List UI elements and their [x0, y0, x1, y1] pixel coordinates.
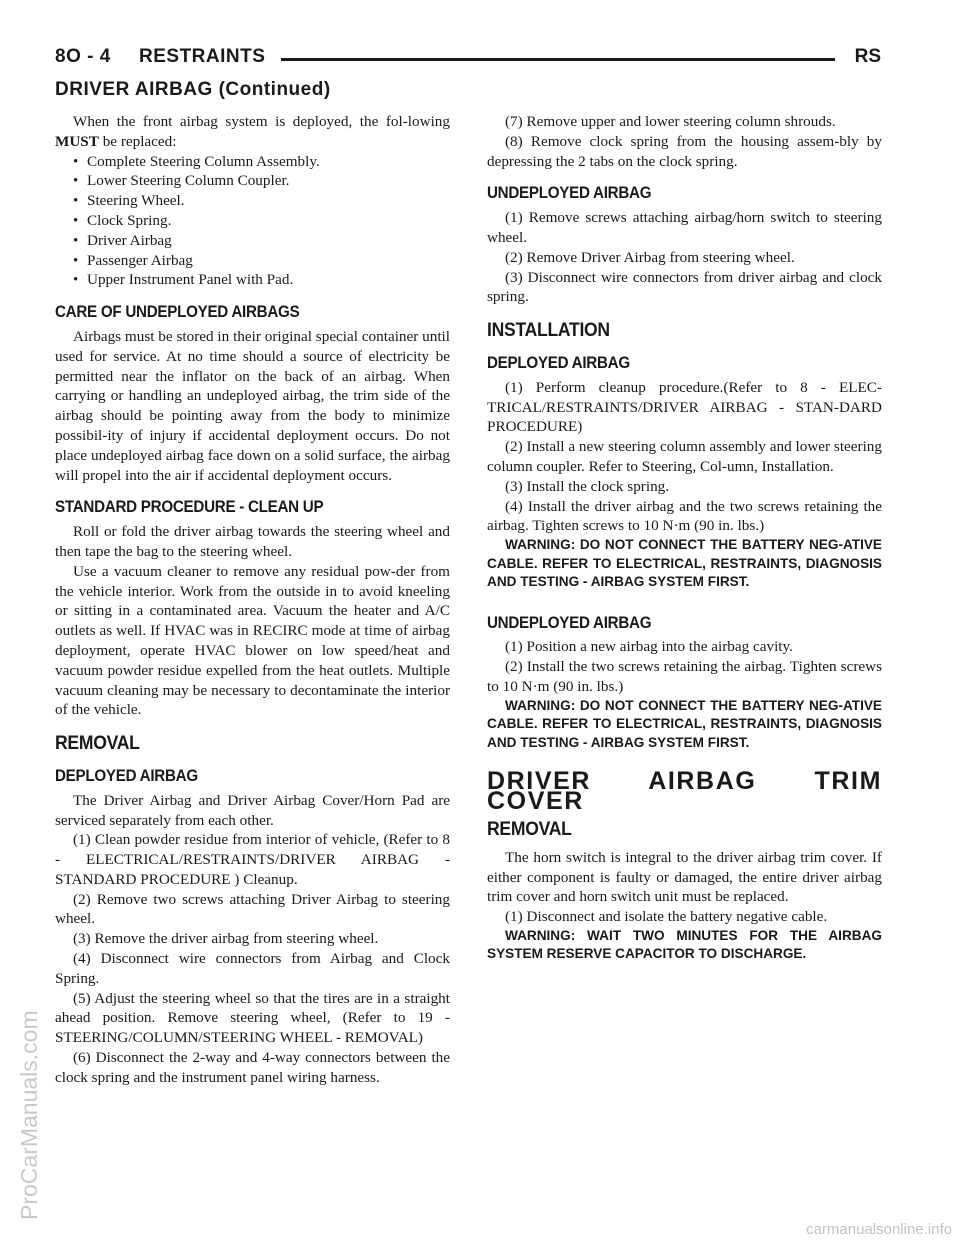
- trim-cover-title: DRIVER AIRBAG TRIM COVER: [487, 767, 882, 816]
- clean-up-paragraph: Use a vacuum cleaner to remove any residual pow-der from the vehicle interior. Work from the outside in to avoid kneeling or sitting in a contaminated area. Vacuum the heater and A/C outlets as well. If HVAC was in RECIRC mode at time of airbag deployment, operate HVAC blower on low speed/heat and vacuum powder residue expelled from the heat outlets. Multiple vacuum cleaning may be necessary to decontaminate the interior of the vehicle.: [55, 562, 450, 719]
- deployed-airbag-heading: DEPLOYED AIRBAG: [55, 766, 198, 785]
- care-paragraph: Airbags must be stored in their original special container until used for service. At no time should a source of electricity be permitted near the inflator on the back of an airbag. When carrying or handling an undeployed airbag, the trim side of the airbag should be pointing away from the body to minimize possibil-ity of injury if accidental deployment occurs. Do not place undeployed airbag face down on a solid surface, the airbag will propel into the air if accidental deployment occurs.: [55, 327, 450, 484]
- install-step: (1) Position a new airbag into the airbag cavity.: [505, 638, 793, 656]
- list-item: • Driver Airbag: [73, 231, 450, 251]
- removal-step: (6) Disconnect the 2-way and 4-way connectors between the clock spring and the instrument panel wiring harness.: [55, 1049, 450, 1086]
- side-watermark: ProCarManuals.com: [16, 1010, 42, 1220]
- removal-step: (2) Remove Driver Airbag from steering wheel.: [505, 248, 795, 266]
- install-undeployed-heading: UNDEPLOYED AIRBAG: [487, 613, 652, 632]
- removal-step: (8) Remove clock spring from the housing assem-bly by depressing the 2 tabs on the clock spring.: [487, 132, 882, 170]
- removal-step: (1) Remove screws attaching airbag/horn switch to steering wheel.: [487, 209, 882, 246]
- deployed-intro: The Driver Airbag and Driver Airbag Cover/Horn Pad are serviced separately from each other.: [55, 791, 450, 829]
- list-item: • Steering Wheel.: [73, 191, 450, 211]
- warning-text: WARNING: DO NOT CONNECT THE BATTERY NEG-ATIVE CABLE. REFER TO ELECTRICAL, RESTRAINTS, DIAGNOSIS AND TESTING - AIRBAG SYSTEM FIRST.: [487, 697, 882, 750]
- replace-list: [55, 152, 450, 291]
- undeployed-airbag-heading: UNDEPLOYED AIRBAG: [487, 184, 652, 203]
- removal-step: (3) Remove the driver airbag from steering wheel.: [73, 930, 379, 948]
- install-step: (1) Perform cleanup procedure.(Refer to 8 - ELEC-TRICAL/RESTRAINTS/DRIVER AIRBAG - STAN-DARD PROCEDURE): [487, 378, 882, 436]
- removal-step: (2) Remove two screws attaching Driver Airbag to steering wheel.: [55, 890, 450, 928]
- removal-step: (4) Disconnect wire connectors from Airbag and Clock Spring.: [55, 950, 450, 987]
- must-emphasis: MUST: [55, 132, 99, 150]
- list-item: • Upper Instrument Panel with Pad.: [73, 270, 450, 290]
- page-number: 8O - 4: [55, 46, 111, 67]
- removal-step: (3) Disconnect wire connectors from driver airbag and clock spring.: [487, 268, 882, 306]
- header-rule: [281, 58, 835, 61]
- install-step: (2) Install the two screws retaining the airbag. Tighten screws to 10 N·m (90 in. lbs.): [487, 658, 882, 696]
- removal-heading: REMOVAL: [55, 732, 140, 755]
- trim-step: (1) Disconnect and isolate the battery negative cable.: [505, 908, 828, 926]
- install-step: (2) Install a new steering column assembly and lower steering column coupler. Refer to Steering, Col-umn, Installation.: [487, 438, 882, 475]
- list-item: • Lower Steering Column Coupler.: [73, 171, 450, 191]
- section-title: RESTRAINTS: [139, 46, 266, 67]
- removal-step: (5) Adjust the steering wheel so that the tires are in a straight ahead position. Remove steering wheel, (Refer to 19 - STEERING/COLUMN/STEERING WHEEL - REMOVAL): [55, 989, 450, 1047]
- clean-up-heading: STANDARD PROCEDURE - CLEAN UP: [55, 498, 324, 517]
- list-item: • Clock Spring.: [73, 211, 450, 231]
- continued-heading: DRIVER AIRBAG (Continued): [55, 79, 331, 100]
- model-code: RS: [854, 46, 881, 67]
- list-item: • Complete Steering Column Assembly.: [73, 152, 450, 172]
- install-step: (4) Install the driver airbag and the two screws retaining the airbag. Tighten screws to 10 N·m (90 in. lbs.): [487, 497, 882, 535]
- warning-text: WARNING: DO NOT CONNECT THE BATTERY NEG-ATIVE CABLE. REFER TO ELECTRICAL, RESTRAINTS, DIAGNOSIS AND TESTING - AIRBAG SYSTEM FIRST.: [487, 537, 882, 590]
- removal-step: (7) Remove upper and lower steering column shrouds.: [505, 113, 836, 130]
- clean-up-paragraph: Roll or fold the driver airbag towards the steering wheel and then tape the bag to the steering wheel.: [55, 523, 450, 560]
- trim-paragraph: The horn switch is integral to the driver airbag trim cover. If either component is faulty or damaged, the entire driver airbag trim cover and horn switch unit must be replaced.: [487, 848, 882, 906]
- right-column: [487, 112, 882, 964]
- trim-removal-heading: REMOVAL: [487, 817, 572, 840]
- left-column: [55, 112, 450, 1088]
- install-deployed-heading: DEPLOYED AIRBAG: [487, 353, 630, 372]
- install-step: (3) Install the clock spring.: [505, 477, 670, 495]
- page-header: [55, 44, 881, 78]
- care-heading: CARE OF UNDEPLOYED AIRBAGS: [55, 303, 300, 322]
- removal-step: (1) Clean powder residue from interior of vehicle, (Refer to 8 - ELECTRICAL/RESTRAINTS/DRIVER AIRBAG - STANDARD PROCEDURE ) Cleanup.: [55, 831, 450, 888]
- warning-text: WARNING: WAIT TWO MINUTES FOR THE AIRBAG SYSTEM RESERVE CAPACITOR TO DISCHARGE.: [487, 927, 882, 962]
- intro-paragraph: When the front airbag system is deployed, the fol-lowing MUST be replaced:: [55, 113, 450, 150]
- bottom-watermark: carmanualsonline.info: [806, 1221, 952, 1238]
- list-item: • Passenger Airbag: [73, 251, 450, 271]
- installation-heading: INSTALLATION: [487, 319, 610, 342]
